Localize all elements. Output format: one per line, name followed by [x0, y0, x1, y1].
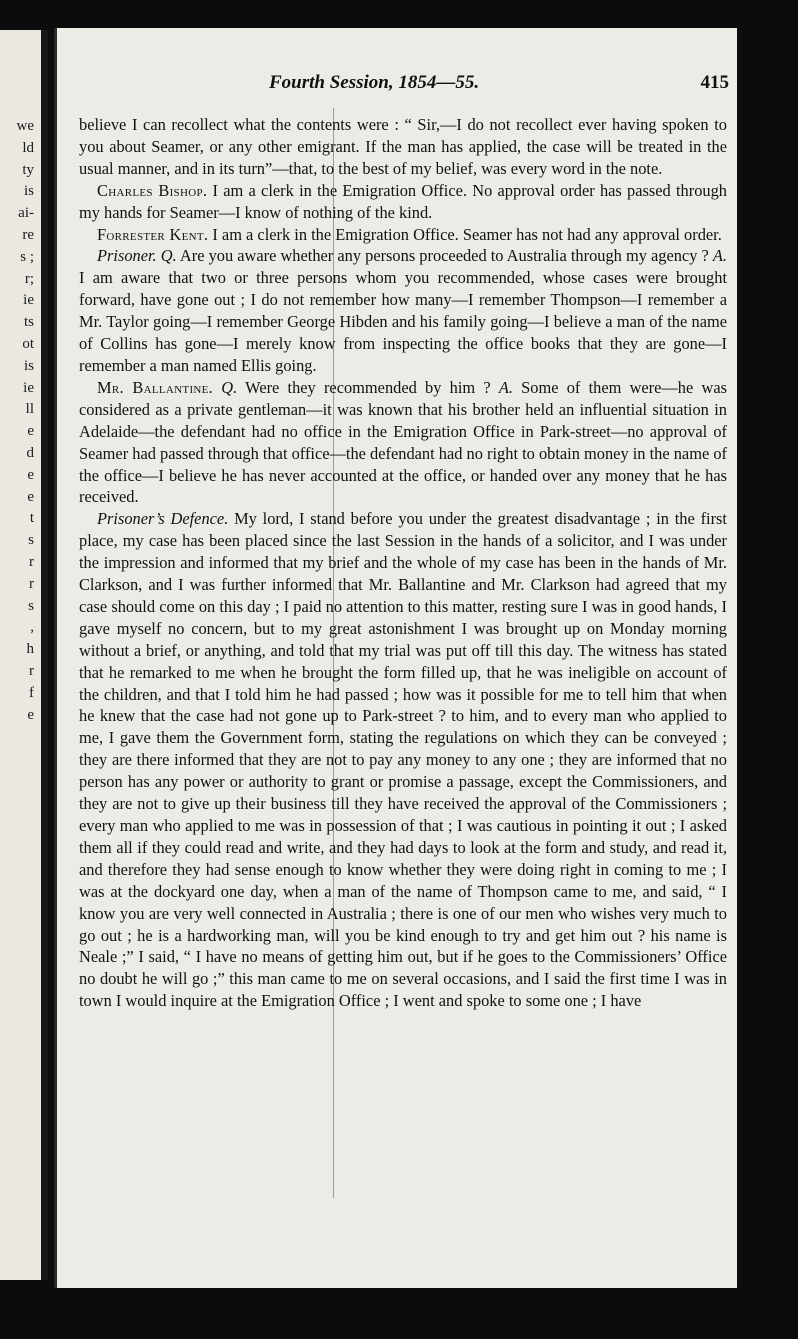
speaker-name: Forrester Kent.: [97, 224, 209, 244]
left-frag-line: is: [23, 357, 34, 374]
paragraph: [79, 114, 727, 180]
left-frag-line: f: [29, 684, 34, 701]
section-label: Prisoner’s Defence.: [97, 509, 229, 529]
paragraph: [79, 180, 727, 224]
paragraph-text: My lord, I stand before you under the greatest disadvantage ; in the first place, my case has been placed since the last Session in the hands of a solicitor, and I was under the impression and informed that my brief and the whole of my case has been in the hands of Mr. Clarkson, and I was further informed that Mr. Ballantine and Mr. Clarkson had agreed that my case should come on this day ; I paid no attention to this matter, resting sure I was in good hands, I gave myself no concern, but to my great astonishment I was brought up on Monday morning without a brief, or anything, and told that my trial was put off till this day. The witness has stated that he remarked to me when he brought the form filled up, that he was ineligible on account of the children, and that I told him he had passed ; how was it possible for me to tell him that when he knew that the case had not gone up to Park-street ? to him, and to every man who applied to me, I gave them the Government form, stating the regulations on which they can be conveyed ; they are there informed that they are not to pay any money to any one ; they are informed that no person has any power or authority to grant or promise a passage, except the Commissioners, and they are not to give up their business till they have received the approval of the Commissioners ; every man who applied to me was in possession of that ; I was cautious in pointing it out ; I asked them all if they could read and write, and they had days to look at the form and study, and read it, and therefore they had sense enough to know whether they were doing right in coming to me ; I was at the dockyard one day, when a man of the name of Thompson came to me, and said, “ I know you are very well connected in Australia ; there is one of our men who wishes very much to go out ; he is a hardworking man, will you be kind enough to try and get him out ? his name is Neale ;” I said, “ I have no means of getting him out, but if he goes to the Commissioners’ Office no doubt he will go ;” this man came to me on several occasions, and I said the first time I was in town I would inquire at the Emigration Office ; I went and spoke to some one ; I have: [79, 509, 727, 1011]
left-frag-line: ie: [23, 379, 34, 396]
left-frag-line: r: [29, 662, 34, 679]
question-marker: Q.: [221, 377, 238, 397]
running-title: Fourth Session, 1854—55.: [269, 72, 480, 93]
left-page-fragment: [0, 30, 48, 1280]
speaker-name: Charles Bishop.: [97, 180, 208, 200]
left-frag-line: e: [27, 466, 34, 483]
left-frag-line: ot: [22, 335, 34, 352]
left-frag-line: s: [28, 597, 34, 614]
paragraph: [79, 245, 727, 376]
answer-text: Some of them were—he was considered as a private gentleman—it was known that his brother held an influential situation in Adelaide—the defendant had no office in the Emigration Office in Park-street—no approval of Seamer had passed through that office—the defendant had no right to obtain money in the name of the office—I believe he has never accounted at the office, or handed over any money that he has received.: [79, 377, 727, 507]
answer-text: I am aware that two or three persons whom you recommended, whose cases were brought forward, have gone out ; I do not remember how many—I remember Thompson—I remember a Mr. Taylor going—I remember George Hibden and his family going—I believe a man of the name of Collins has gone—I merely know from inspecting the office books that they are gone—I remember a man named Ellis going.: [79, 268, 727, 375]
running-header: [79, 72, 729, 102]
left-frag-line: t: [29, 510, 34, 527]
left-frag-line: e: [27, 706, 34, 723]
left-frag-line: r;: [24, 270, 34, 287]
paragraph: [79, 508, 727, 1012]
question-marker: Q.: [160, 246, 177, 266]
answer-marker: A.: [712, 246, 728, 266]
paragraph-text: I am a clerk in the Emigration Office. No approval order has passed through my hands for Seamer—I know of nothing of the kind.: [79, 180, 727, 222]
page-number: 415: [700, 72, 729, 93]
left-frag-line: ai-: [18, 205, 34, 222]
left-frag-line: s ;: [20, 248, 34, 265]
left-frag-line: ,: [30, 619, 34, 636]
left-frag-line: s: [28, 532, 34, 549]
page-body: [79, 114, 727, 1012]
paragraph: [79, 377, 727, 508]
left-frag-line: is: [23, 183, 34, 200]
left-frag-line: ll: [25, 401, 34, 418]
left-frag-line: e: [27, 423, 34, 440]
left-frag-line: ie: [23, 292, 34, 309]
left-frag-line: r: [29, 575, 34, 592]
question-text: Are you aware whether any persons proceeded to Australia through my agency ?: [179, 246, 709, 266]
paragraph-text: believe I can recollect what the contents were : “ Sir,—I do not recollect ever having spoken to you about Seamer, or any other emigrant. If the man has applied, the case will be treated in the usual manner, and in its turn”—that, to the best of my belief, was every word in the note.: [79, 115, 727, 178]
answer-marker: A.: [498, 377, 513, 397]
left-frag-line: ts: [23, 314, 34, 331]
left-frag-line: r: [29, 553, 34, 570]
left-frag-line: re: [22, 226, 34, 243]
paragraph-text: I am a clerk in the Emigration Office. Seamer has not had any approval order.: [212, 224, 722, 244]
question-text: Were they recommended by him ?: [245, 377, 491, 397]
speaker-name: Mr. Ballantine.: [97, 377, 214, 397]
paragraph: [79, 224, 727, 246]
left-frag-line: ld: [22, 139, 34, 156]
left-frag-line: we: [16, 118, 34, 134]
left-frag-line: d: [26, 444, 34, 461]
page-gutter: [41, 30, 48, 1280]
left-frag-line: h: [26, 641, 34, 658]
left-frag-line: e: [27, 488, 34, 505]
left-frag-line: ty: [22, 161, 34, 178]
book-page: [54, 28, 737, 1288]
left-page-text-fragments: [0, 116, 34, 726]
speaker-label: Prisoner.: [97, 246, 157, 266]
